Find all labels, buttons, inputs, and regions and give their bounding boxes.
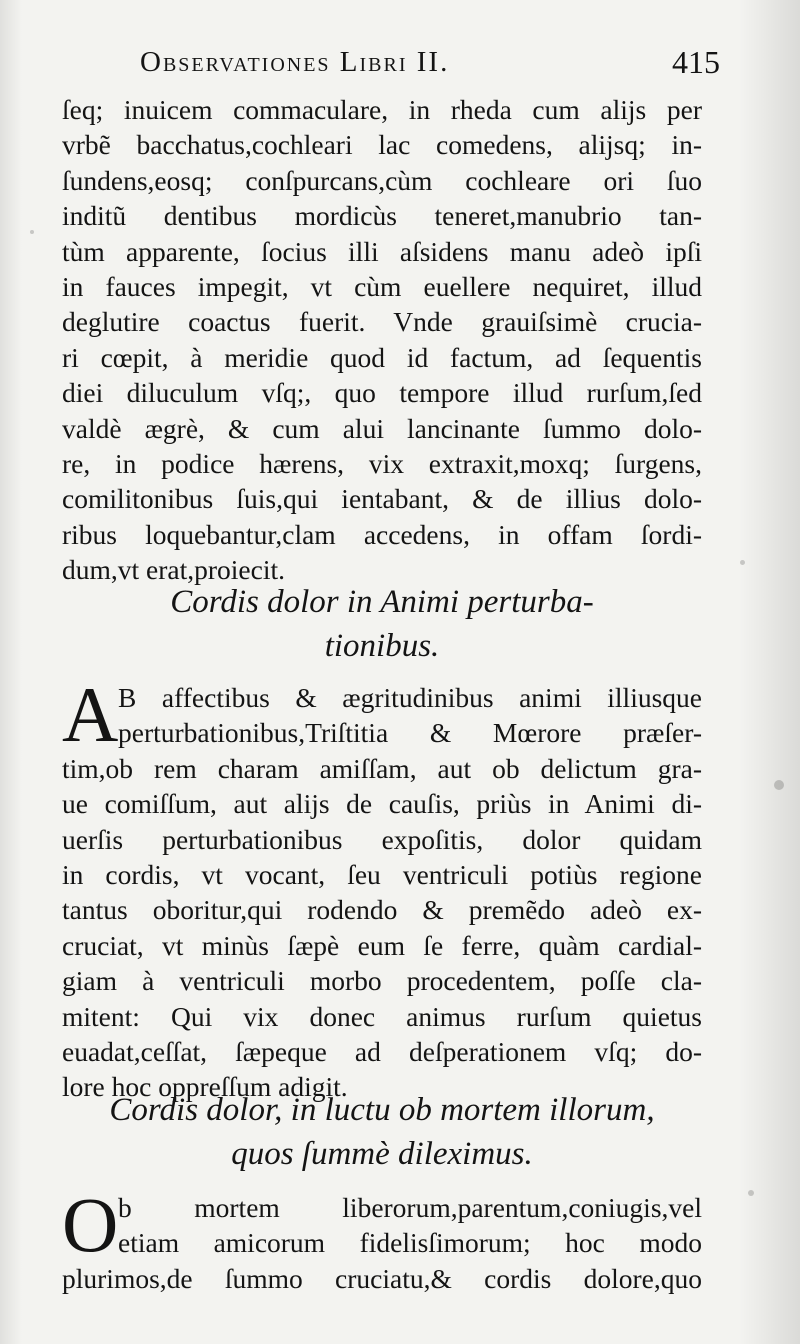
text-line: lore hoc oppreſſum adigit. (62, 1071, 348, 1103)
heading-line: quos ſummè dileximus. (231, 1136, 533, 1172)
text-line: in cordis, vt vocant, ſeu ventriculi potiùs regione (62, 859, 702, 891)
text-line: ſeq; inuicem commaculare, in rheda cum alijs per (62, 94, 702, 125)
text-line: valdè ægrè, & cum alui lancinante ſummo dolo- (62, 412, 702, 444)
text-line: tùm apparente, ſocius illi aſsidens manu adeò ipſi (62, 235, 702, 267)
page-header (60, 38, 720, 88)
text-line: in fauces impegit, vt cùm euellere nequiret, illud (62, 271, 702, 303)
text-line: etiam amicorum fidelisſimorum; hoc modo (118, 1227, 702, 1259)
paragraph-3 (62, 1181, 702, 1310)
text-line: vrbẽ bacchatus,cochleari lac comedens, alijsq; in- (62, 129, 702, 161)
paper-speck (30, 230, 34, 234)
text-line: uerſis perturbationibus expoſitis, dolor quidam (62, 823, 702, 855)
paper-speck (748, 1190, 754, 1196)
paragraph-1 (62, 92, 702, 588)
drop-cap: O (62, 1181, 119, 1268)
gutter-shadow (740, 0, 800, 1344)
paragraph-2 (62, 671, 702, 1110)
text-line: b mortem liberorum,parentum,coniugis,vel (118, 1192, 702, 1223)
heading-line: tionibus. (324, 628, 440, 664)
text-line: cruciat, vt minùs ſæpè eum ſe ferre, quàm cardial- (62, 929, 702, 961)
paper-speck (740, 560, 745, 565)
text-line: ſundens,eosq; conſpurcans,cùm cochleare ori ſuo (62, 164, 702, 196)
text-line: re, in podice hærens, vix extraxit,moxq; ſurgens, (62, 448, 702, 480)
text-line: dum,vt erat,proiecit. (62, 554, 285, 586)
text-line: ue comiſſum, aut alijs de cauſis, priùs in Animi di- (62, 788, 702, 820)
page-edge-shadow (0, 0, 22, 1344)
text-line: ri cœpit, à meridie quod id factum, ad ſequentis (62, 341, 702, 373)
heading-line: Cordis dolor in Animi perturba- (170, 584, 594, 620)
page-number: 415 (672, 44, 720, 80)
text-line: comilitonibus ſuis,qui ientabant, & de illius dolo- (62, 483, 702, 515)
text-line: tantus oboritur,qui rodendo & premẽdo adeò ex- (62, 894, 702, 926)
heading-line: Cordis dolor, in luctu ob mortem illorum, (109, 1092, 655, 1128)
text-line: diei diluculum vſq;, quo tempore illud rurſum,ſed (62, 377, 702, 409)
drop-cap: A (62, 671, 119, 758)
text-line: deglutire coactus fuerit. Vnde grauiſsimè crucia- (62, 306, 702, 338)
text-line: ribus loquebantur,clam accedens, in offam ſordi- (62, 518, 702, 550)
text-line: inditũ dentibus mordicùs teneret,manubrio tan- (62, 200, 702, 232)
text-line: euadat,ceſſat, ſæpeque ad deſperationem vſq; do- (62, 1036, 702, 1068)
text-line: mitent: Qui vix donec animus rurſum quietus (62, 1000, 702, 1032)
text-line: tim,ob rem charam amiſſam, aut ob delictum gra- (62, 752, 702, 784)
section-heading-2 (62, 1088, 702, 1176)
text-line: plurimos,de ſummo cruciatu,& cordis dolore,quo (62, 1262, 702, 1294)
text-line: perturbationibus,Triſtitia & Mœrore præſer- (118, 717, 702, 749)
text-line: B affectibus & ægritudinibus animi illiusque (118, 682, 702, 713)
running-head: Observationes Libri II. (140, 46, 450, 78)
section-heading-1 (62, 580, 702, 668)
paper-speck (774, 780, 784, 790)
text-line: giam à ventriculi morbo procedentem, poſſe cla- (62, 965, 702, 997)
